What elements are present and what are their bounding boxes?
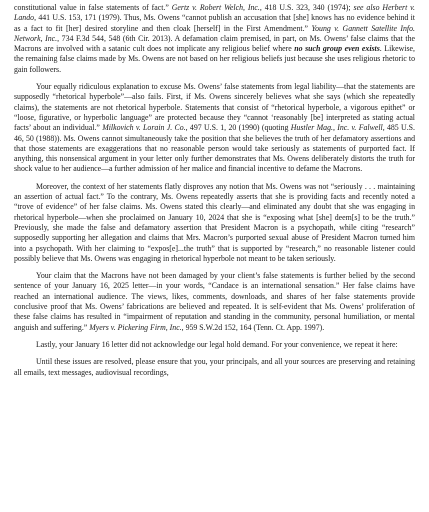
case-citation: Gertz v. Robert Welch, Inc.: [171, 3, 260, 12]
body-text: Your claim that the Macrons have not been damaged by your client’s false statements is further belied by the second sentence of your January 16, 2025 letter—in your words, “Candace is an international sensation.” Her false claims have reached an international audience. The views, likes, comments, downloads, and shares of her false statements provide conclusive proof that Ms. Owens’ fabrications are believed and repeated. It is self-evident that Ms. Owens’ proliferation of these false claims has resulted in “impairment of reputation and standing in the community, personal humiliation, or mental anguish and suffering.”: [14, 271, 415, 332]
body-text: constitutional value in false statements of fact.”: [14, 3, 172, 12]
body-text: , 418 U.S. 323, 340 (1974);: [259, 3, 354, 12]
body-text: Until these issues are resolved, please ensure that you, your principals, and all your sources are preserving and retaining all emails, text messages, audiovisual recordings,: [14, 357, 415, 377]
body-text: , 497 U.S. 1, 20 (1990) (quoting: [185, 123, 291, 133]
body-text: Your equally ridiculous explanation to excuse Ms. Owens’ false statements from legal liability—that the statements are supposedly “rhetorical hyperbole”—also fails. First, if Ms. Owens sincerely believes what she says (which she repeatedly claims), the statements are not rhetorical hyperbole. Statements that consist of “rhetorical hyperbole, a vigorous epithet” or “loose, figurative, or hyperbolic language” are protected because they “cannot ‘reasonably [be] interpreted as stating actual facts’ about an individual.”: [14, 82, 415, 133]
emphasis-text: no such group even exists: [294, 44, 380, 54]
body-text: Lastly, your January 16 letter did not acknowledge our legal hold demand. For your convenience, we repeat it here:: [36, 339, 398, 349]
paragraph-1: [14, 3, 415, 75]
case-citation: see also Herbert v. Lando: [14, 3, 416, 23]
body-text: , 441 U.S. 153, 171 (1979). Thus, Ms. Owens “cannot publish an accusation that [she] knows has no evidence behind it as a fact to fit [her] desired storyline and then cloak [herself] in the First Amendment.”: [14, 13, 415, 33]
body-text: , 734 F.3d 544, 548 (6th Cir. 2013). A defamation claim premised, in part, on Ms. Owens’ false claims that the Macrons are involved with a satanic cult does not implicate any religious belief where: [14, 33, 415, 54]
case-citation: Myers v. Pickering Firm, Inc.: [89, 322, 182, 332]
body-text: . Likewise, the remaining false claims made by Ms. Owens are not based on her religious beliefs just because she uses religious rhetoric to gain followers.: [14, 44, 416, 74]
body-text: , 485 U.S. 46, 50 (1988)). Ms. Owens cannot simultaneously take the position that she believes the truth of her defamatory assertions and that those statements are exaggerations that no reasonable person would take seriously as statements of purported fact. If anything, this nonsensical argument in your letter only further demonstrates that Ms. Owens deliberately distorts the truth for shock value to her audience—a further admission of her malice and financial incentive to defame the Macrons.: [14, 123, 416, 174]
paragraph-4: [14, 271, 415, 333]
case-citation: Hustler Mag., Inc. v. Falwell: [290, 123, 383, 133]
case-citation: Milkovich v. Lorain J. Co.: [102, 123, 186, 133]
paragraph-5: [14, 340, 415, 350]
paragraph-6: [14, 357, 415, 378]
body-text: Moreover, the context of her statements flatly disproves any notion that Ms. Owens was not “seriously . . . maintaining an assertion of actual fact.” To the contrary, Ms. Owens repeatedly asserts that she is providing facts and recently noted a “trove of evidence” of her false claims. Ms. Owens stated this clearly—and eliminated any doubt that she was engaging in rhetorical hyperbole—when she proclaimed on January 10, 2024 that she is “exposing what [she] deem[s] to be the truth.” Previously, she made the false and defamatory assertion that President Macron is a psychopath, while citing “research” supposedly supporting her allegation and claims that Mrs. Macron’s purported sexual abuse of President Macron turned him into a psychopath. With her claiming to “expos[e]...the truth” that is supported by “research,” no reasonable listener could possibly believe that Ms. Owens was engaging in rhetorical hyperbole not meant to be taken seriously.: [14, 181, 415, 263]
paragraph-3: [14, 182, 415, 264]
paragraph-2: [14, 82, 415, 175]
body-text: , 959 S.W.2d 152, 164 (Tenn. Ct. App. 1997).: [181, 322, 325, 332]
case-citation: Young v. Gannett Satellite Info. Network, Inc.: [14, 23, 415, 43]
